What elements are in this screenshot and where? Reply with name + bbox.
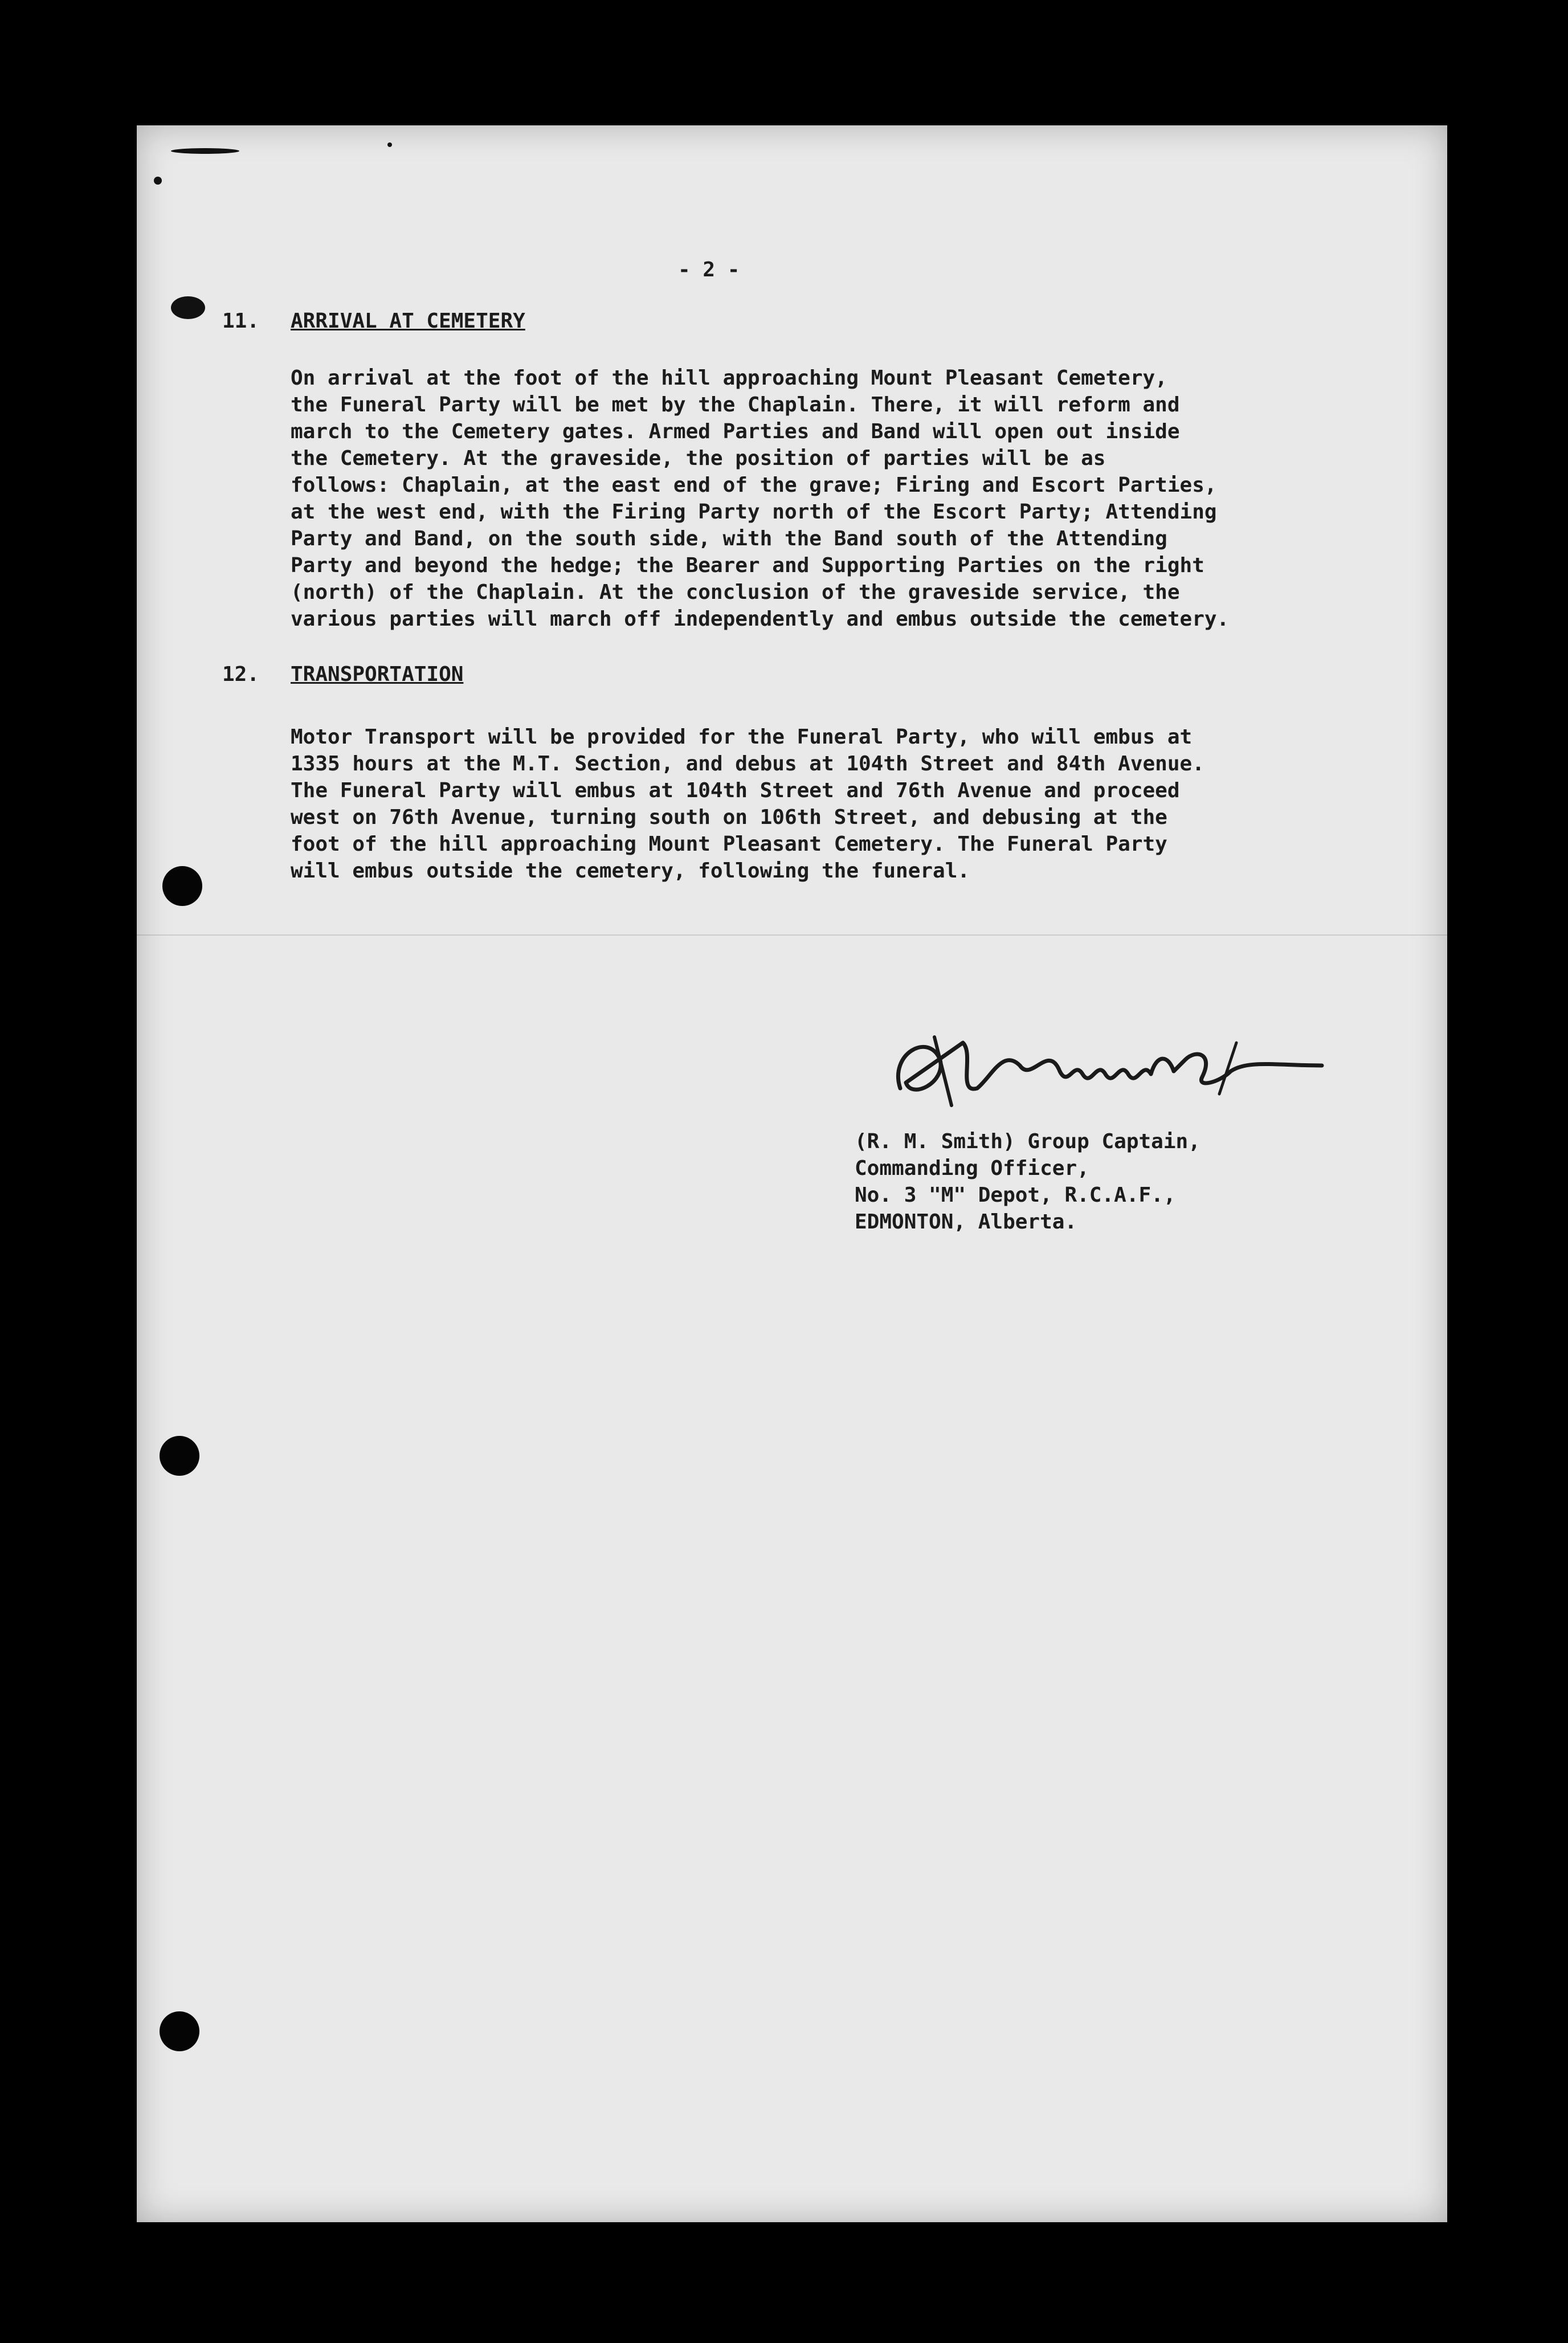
body-line: The Funeral Party will embus at 104th Street and 76th Avenue and proceed: [291, 779, 1180, 802]
punch-hole-middle: [160, 1436, 199, 1476]
body-line: On arrival at the foot of the hill approaching Mount Pleasant Cemetery,: [291, 366, 1167, 390]
body-line: west on 76th Avenue, turning south on 106th Street, and debusing at the: [291, 806, 1167, 829]
handwritten-signature: [877, 1020, 1333, 1122]
speck: [387, 142, 392, 147]
speck: [171, 296, 205, 319]
body-line: march to the Cemetery gates. Armed Parties and Band will open out inside: [291, 420, 1180, 443]
signature-line: EDMONTON, Alberta.: [855, 1210, 1077, 1234]
body-line: at the west end, with the Firing Party north of the Escort Party; Attending: [291, 500, 1217, 524]
body-line: the Funeral Party will be met by the Chaplain. There, it will reform and: [291, 393, 1180, 417]
body-line: 1335 hours at the M.T. Section, and debus at 104th Street and 84th Avenue.: [291, 752, 1204, 775]
punch-hole-top: [162, 866, 202, 906]
speck: [171, 148, 239, 154]
body-line: Motor Transport will be provided for the Funeral Party, who will embus at: [291, 725, 1193, 749]
signature-line: (R. M. Smith) Group Captain,: [855, 1130, 1200, 1153]
body-line: various parties will march off independently and embus outside the cemetery.: [291, 607, 1230, 631]
page-fold-line: [137, 934, 1447, 936]
punch-hole-bottom: [160, 2011, 199, 2051]
speck: [154, 177, 162, 185]
section-heading-arrival: ARRIVAL AT CEMETERY: [291, 309, 525, 333]
signature-line: No. 3 "M" Depot, R.C.A.F.,: [855, 1183, 1176, 1207]
body-line: follows: Chaplain, at the east end of the grave; Firing and Escort Parties,: [291, 474, 1217, 497]
section-heading-transportation: TRANSPORTATION: [291, 663, 464, 686]
section-number-12: 12.: [222, 663, 260, 686]
body-line: will embus outside the cemetery, following the funeral.: [291, 859, 970, 883]
body-line: the Cemetery. At the graveside, the position of parties will be as: [291, 447, 1106, 470]
body-line: foot of the hill approaching Mount Pleasant Cemetery. The Funeral Party: [291, 832, 1167, 856]
page-number: - 2 -: [678, 258, 740, 281]
signature-line: Commanding Officer,: [855, 1157, 1089, 1180]
document-page: [137, 125, 1447, 2222]
body-line: Party and beyond the hedge; the Bearer and Supporting Parties on the right: [291, 554, 1204, 577]
section-number-11: 11.: [222, 309, 260, 333]
body-line: Party and Band, on the south side, with the Band south of the Attending: [291, 527, 1167, 550]
body-line: (north) of the Chaplain. At the conclusion of the graveside service, the: [291, 581, 1180, 604]
